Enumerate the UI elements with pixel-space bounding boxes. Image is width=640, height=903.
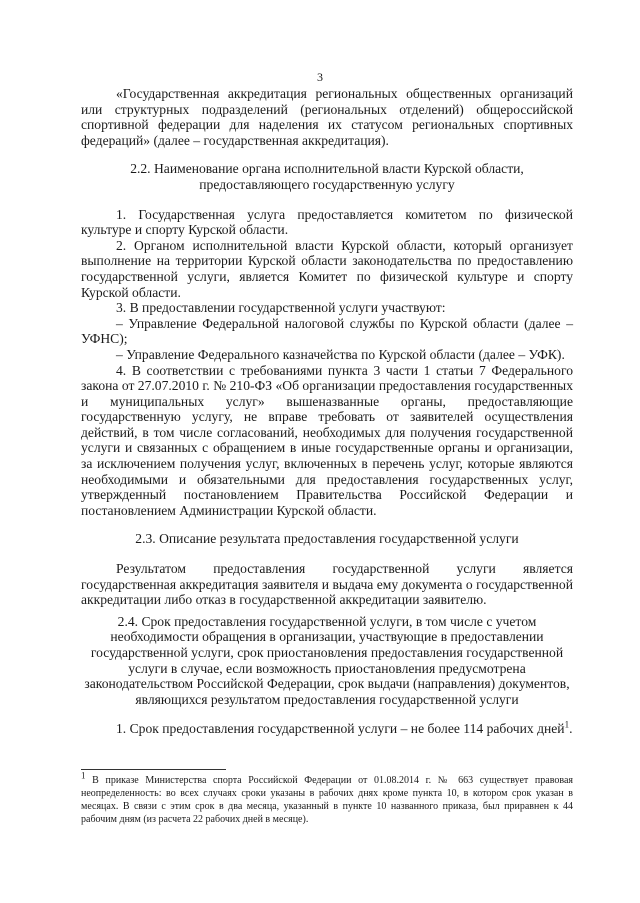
paragraph-service-name: «Государственная аккредитация региональных общественных организаций или структурных подразделений (региональных отделений) общероссийской спортивной федерации для наделения их статусом региональных спортивных федераций» (далее – государственная аккредитация). [81, 86, 573, 148]
footnote-mark: 1 [81, 770, 86, 781]
footnote-separator [81, 769, 226, 770]
paragraph-3: 3. В предоставлении государственной услуги участвуют: [116, 300, 446, 316]
section-heading-2-4: 2.4. Срок предоставления государственной услуги, в том числе с учетом необходимости обращения в организации, участвующие в предоставлении государственной услуги, срок приостановления предоставления государственной услуги в случае, если возможность приостановления предусмотрена законодательством Российской Федерации, срок выдачи (направления) документов, являющихся результатом предоставления государственной услуги [84, 613, 570, 707]
paragraph-4: 4. В соответствии с требованиями пункта 3 части 1 статьи 7 Федерального закона от 27.07.2010 г. № 210-ФЗ «Об организации предоставления государственных и муниципальных услуг» вышеназванные органы, предоставляющие государственную услугу, не вправе требовать от заявителей осуществления действий, в том числе согласований, необходимых для получения государственной услуги и связанных с обращением в иные государственные органы и организации, за исключением получения услуг, включенных в перечень услуг, которые являются необходимыми и обязательными для предоставления государственных услуг, утвержденный постановлением Правительства Российской Федерации и постановлением Администрации Курской области. [81, 362, 573, 518]
paragraph-term: 1. Срок предоставления государственной услуги – не более 114 рабочих дней$^1$. [116, 719, 573, 737]
section-heading-2-3: 2.3. Описание результата предоставления государственной услуги [135, 531, 519, 547]
footnote-reference[interactable]: 1 [564, 719, 570, 730]
section-heading-2-2: 2.2. Наименование органа исполнительной власти Курской области, предоставляющего государственную услугу [130, 161, 524, 192]
paragraph-1: 1. Государственная услуга предоставляется комитетом по физической культуре и спорту Курской области. [81, 206, 573, 238]
document-body [81, 86, 573, 737]
paragraph-2: 2. Органом исполнительной власти Курской области, который организует выполнение на территории Курской области законодательства по предоставлению государственной услуги, является Комитет по физической культуре и спорту Курской области. [81, 237, 573, 300]
page-number: 3 [317, 70, 323, 84]
footnote-text: В приказе Министерства спорта Российской Федерации от 01.08.2014 г. № 663 существует правовая неопределенность: во всех случаях сроки указаны в рабочих днях кроме пункта 10, в котором срок указан в месяцах. В связи с этим срок в два месяца, указанный в пункте 10 названного приказа, был приравнен к 44 рабочим дням (из расчета 22 рабочих дней в месяце). [81, 775, 573, 825]
list-item-ufns: – Управление Федеральной налоговой службы по Курской области (далее – УФНС); [81, 315, 573, 347]
paragraph-result: Результатом предоставления государственной услуги является государственная аккредитация заявителя и выдача ему документа о государственной аккредитации либо отказ в государственной аккредитации заявителю. [81, 561, 573, 608]
list-item-ufk: – Управление Федерального казначейства по Курской области (далее – УФК). [116, 346, 565, 362]
footnote [81, 770, 573, 826]
paragraph-term-text: 1. Срок предоставления государственной услуги – не более 114 рабочих дней [116, 721, 565, 737]
